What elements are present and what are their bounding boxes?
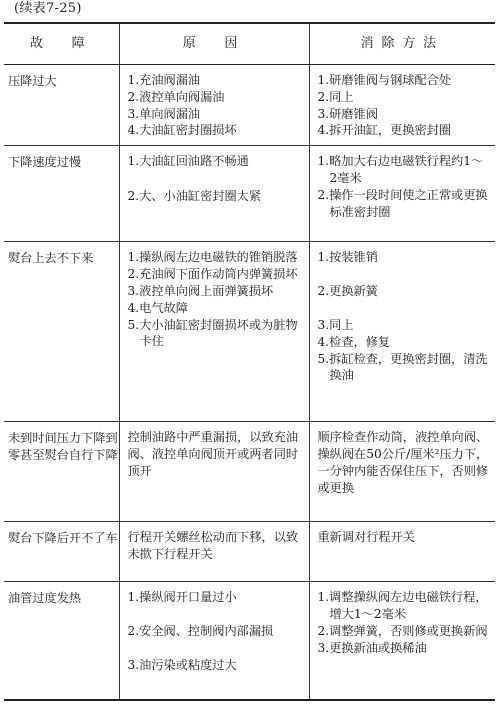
fault-cell: 熨台下降后开不了车 [4,522,119,582]
table-row [4,582,495,700]
cause-item: 3.液控单向阀上面弹簧损坏 [127,283,274,298]
cause-text: 行程开关螺丝松动而下移，以致未揿下行程开关 [127,530,299,562]
cause-item: 2.充油阀下面作动筒内弹簧损坏 [127,267,298,282]
cause-item: 1.充油阀漏油 [127,73,201,87]
fault-cell: 未到时间压力下降到零甚至熨台自行下降 [4,422,119,522]
header-fault: 故 障 [4,23,119,65]
cause-item: 4.大油缸密封圈损坏 [127,123,237,138]
remedy-item: 2.操作一段时间使之正常或更换标准密封圈 [317,187,488,219]
cause-text: 控制油路中严重漏损，以致充油阀、液控单向阀顶开或两者同时顶开 [127,430,299,478]
cause-cell [119,146,309,242]
remedy-item: 2.更换新簧 [317,284,378,299]
remedy-item: 3.更换新油或换稀油 [317,640,427,655]
header-cause: 原 因 [119,23,309,65]
cause-cell [119,422,309,522]
cause-item: 2.液控单向阀漏油 [127,89,225,104]
remedy-item: 4.拆开油缸，更换密封圈 [317,123,452,138]
fault-cell: 下降速度过慢 [4,146,119,242]
table-caption: (续表7-25) [14,1,82,16]
fault-cell: 熨台上去不下来 [4,242,119,422]
remedy-item: 1.略加大右边电磁铁行程约1～2毫米 [317,154,484,186]
fault-table [4,22,495,701]
remedy-cell [309,422,495,522]
remedy-cell [309,242,495,422]
table-row [4,242,495,422]
cause-cell [119,65,309,146]
remedy-item: 2.调整弹簧，否则修或更换新阀 [317,623,488,638]
remedy-item: 1.按装锥销 [317,250,378,265]
remedy-item: 3.同上 [317,317,354,332]
cause-item: 2.安全阀、控制阀内部漏损 [127,624,274,639]
cause-item: 5.大小油缸密封圈损坏或为脏物卡住 [127,317,298,349]
fault-cell: 油管过度发热 [4,582,119,700]
header-remedy: 消除方法 [309,23,495,65]
cause-item: 4.电气故障 [127,300,188,315]
remedy-cell [309,146,495,242]
table-row [4,146,495,242]
remedy-text: 重新调对行程开关 [317,530,415,545]
remedy-item: 4.检查，修复 [317,334,391,349]
table-row [4,65,495,146]
cause-cell [119,582,309,700]
cause-cell [119,242,309,422]
table-row [4,422,495,522]
cause-item: 1.大油缸回油路不畅通 [127,154,249,169]
cause-cell [119,522,309,582]
remedy-item: 1.调整操纵阀左边电磁铁行程，增大1～2毫米 [317,590,488,622]
cause-item: 1.操纵阀左边电磁铁的锥销脱落 [127,250,298,265]
fault-cell: 压降过大 [4,65,119,146]
remedy-item: 1.研磨锥阀与钢球配合处 [317,73,452,87]
cause-item: 3.单向阀漏油 [127,106,201,121]
remedy-text: 顺序检查作动筒，液控单向阀、操纵阀在50公斤/厘米²压力下，一分钟内能否保住压下，否则修或更换 [317,430,489,495]
cause-item: 3.油污染或粘度过大 [127,657,237,672]
remedy-cell [309,582,495,700]
remedy-item: 2.同上 [317,89,354,104]
cause-item: 2.大、小油缸密封圈太紧 [127,189,262,204]
remedy-cell [309,65,495,146]
cause-item: 1.操纵阀开口量过小 [127,590,237,605]
remedy-item: 5.拆缸检查，更换密封圈，清洗换油 [317,351,488,383]
remedy-item: 3.研磨锥阀 [317,106,378,121]
remedy-cell [309,522,495,582]
table-row [4,522,495,582]
header-row [4,23,495,65]
